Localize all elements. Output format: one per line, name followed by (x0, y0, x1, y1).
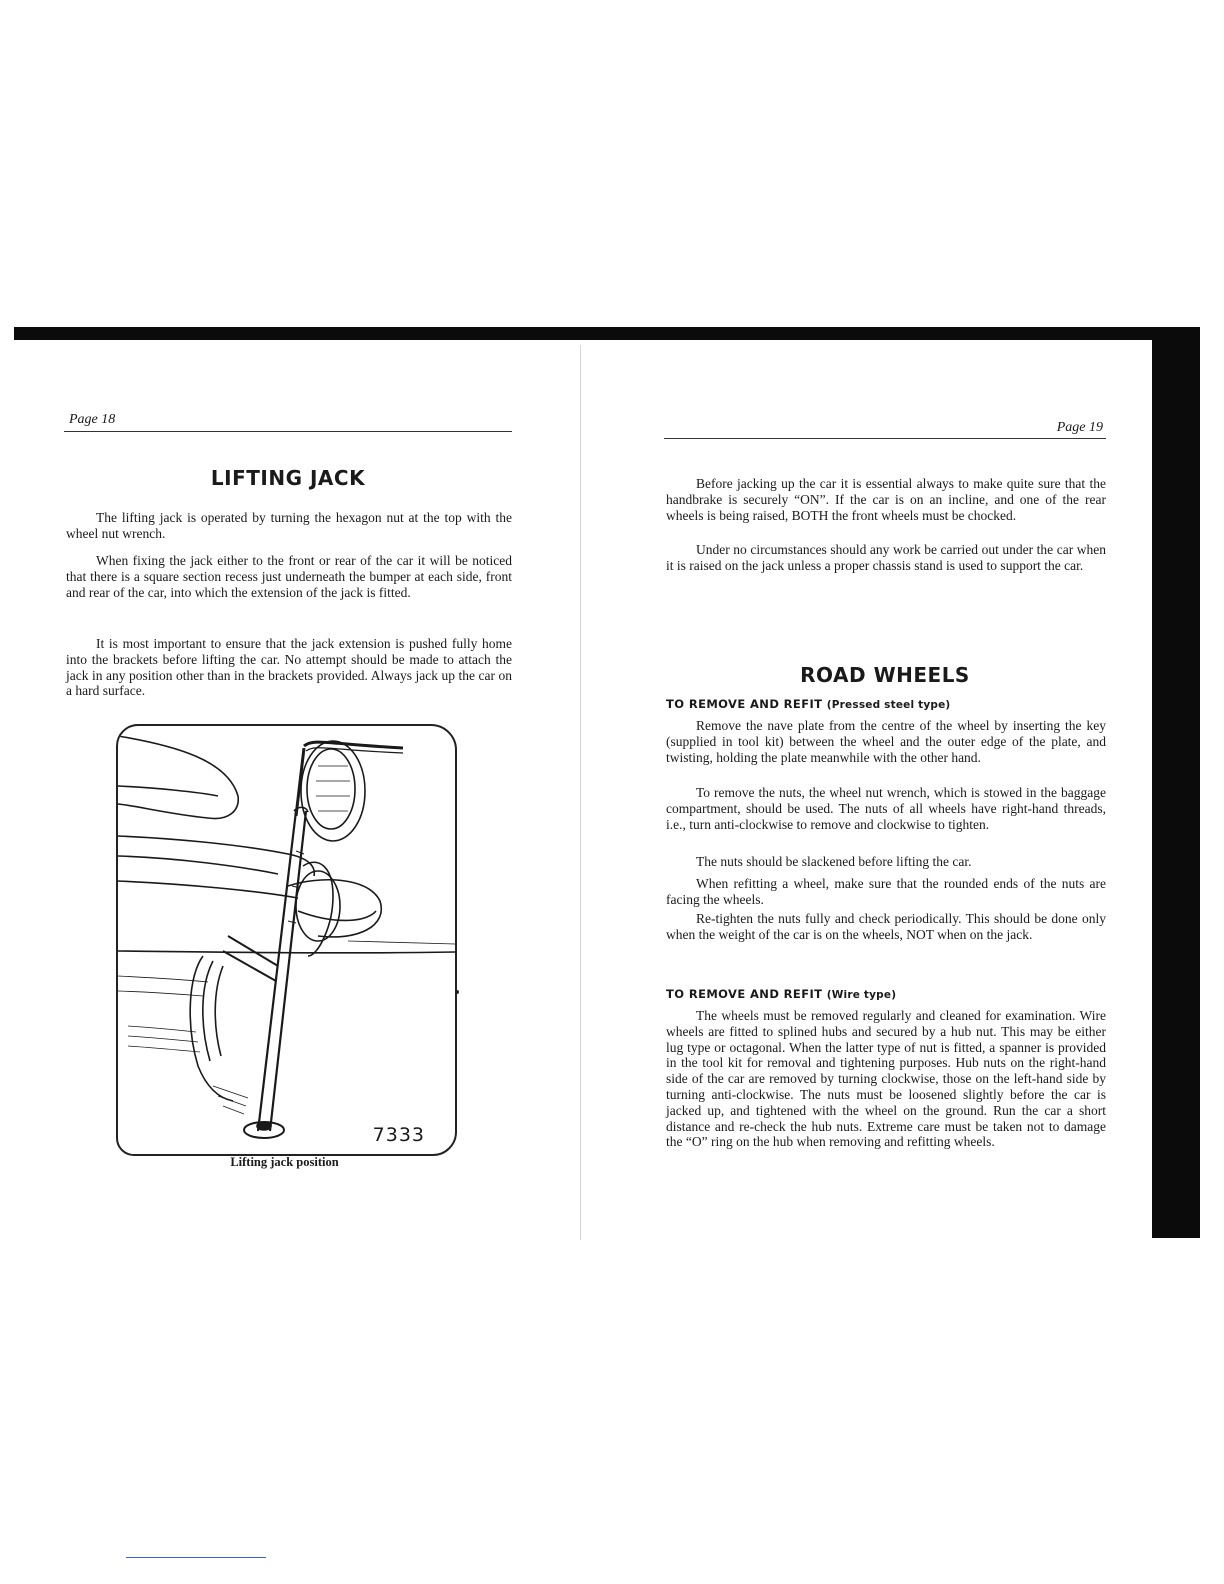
scan-border-right (1152, 340, 1200, 1238)
stray-mark (455, 990, 459, 994)
section-title-lifting-jack: LIFTING JACK (210, 466, 366, 490)
paragraph: To remove the nuts, the wheel nut wrench, which is stowed in the baggage compartment, should be used. The nuts of all wheels have right-hand threads, i.e., turn anti-clockwise to remove and clockwise to tighten. (666, 785, 1106, 832)
header-rule-left (64, 431, 512, 432)
paragraph: The lifting jack is operated by turning the hexagon nut at the top with the wheel nut wrench. (66, 510, 512, 541)
page-number-left: Page 18 (69, 412, 116, 427)
lifting-jack-illustration (118, 726, 455, 1154)
paragraph: The nuts should be slackened before lifting the car. (696, 854, 972, 869)
header-rule-right (664, 438, 1106, 439)
lifting-jack-figure (116, 724, 457, 1156)
section-title-road-wheels: ROAD WHEELS (800, 663, 970, 687)
figure-number: 7333 (372, 1124, 425, 1146)
subheading-note: (Wire type) (826, 989, 897, 1001)
figure-caption: Lifting jack position (230, 1155, 339, 1169)
scan-border-top (14, 327, 1200, 340)
paragraph: Under no circumstances should any work be carried out under the car when it is raised on the jack unless a proper chassis stand is used to support the car. (666, 542, 1106, 573)
page-number-right: Page 19 (1056, 420, 1103, 435)
bottom-underline (126, 1557, 266, 1558)
subheading-wire-type (666, 987, 896, 1001)
subheading-text: TO REMOVE AND REFIT (666, 987, 823, 1001)
paragraph: When refitting a wheel, make sure that the rounded ends of the nuts are facing the wheels. (666, 876, 1106, 907)
paragraph: Before jacking up the car it is essential always to make quite sure that the handbrake is securely “ON”. If the car is on an incline, and one of the rear wheels is being raised, BOTH the front wheels must be chocked. (666, 476, 1106, 523)
paragraph: It is most important to ensure that the jack extension is pushed fully home into the brackets before lifting the car. No attempt should be made to attach the jack in any position other than in the brackets provided. Always jack up the car on a hard surface. (66, 636, 512, 699)
paragraph: Remove the nave plate from the centre of the wheel by inserting the key (supplied in tool kit) between the wheel and the outer edge of the plate, and twisting, holding the plate meanwhile with the other hand. (666, 718, 1106, 765)
subheading-text: TO REMOVE AND REFIT (666, 697, 823, 711)
paragraph: Re-tighten the nuts fully and check periodically. This should be done only when the weight of the car is on the wheels, NOT when on the jack. (666, 911, 1106, 942)
subheading-pressed-steel (666, 697, 950, 711)
page-gutter (580, 345, 581, 1240)
paragraph: The wheels must be removed regularly and cleaned for examination. Wire wheels are fitted to splined hubs and secured by a hub nut. This may be either lug type or octagonal. When the latter type of nut is fitted, a spanner is provided in the tool kit for removal and tightening purposes. Hub nuts on the right-hand side of the car are removed by turning clockwise, those on the left-hand side by turning anti-clockwise. The nuts must be loosened slightly before the car is jacked up, and tightened with the wheel on the ground. Run the car a short distance and re-check the hub nuts. Extreme care must be taken not to damage the “O” ring on the hub when removing and refitting wheels. (666, 1008, 1106, 1150)
subheading-note: (Pressed steel type) (826, 699, 951, 711)
paragraph: When fixing the jack either to the front or rear of the car it will be noticed that there is a square section recess just underneath the bumper at each side, front and rear of the car, into which the extension of the jack is fitted. (66, 553, 512, 600)
